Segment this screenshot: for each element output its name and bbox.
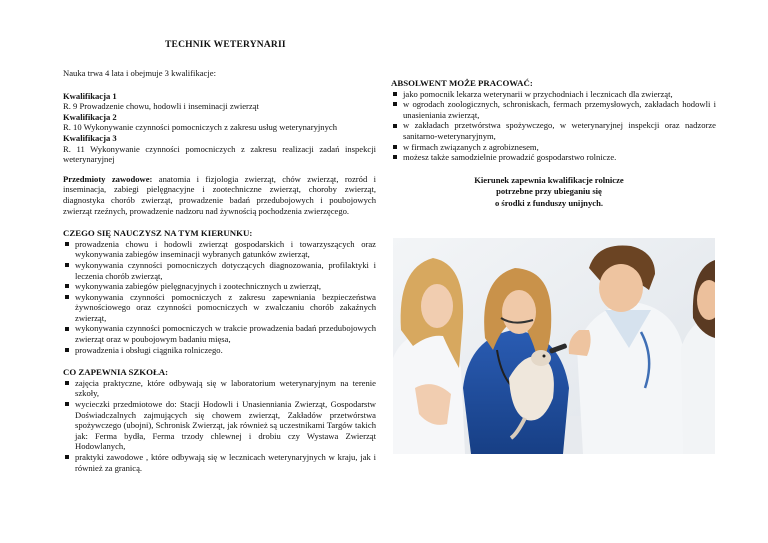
list-item: wykonywania czynności pomocniczych dotyczących diagnozowania, profilaktyki i leczenia chorób zwierząt, <box>63 260 376 281</box>
list-item: jako pomocnik lekarza weterynarii w przychodniach i lecznicach dla zwierząt, <box>391 89 716 100</box>
qualification-1-label: Kwalifikacja 1 <box>63 90 117 101</box>
list-item: w ogrodach zoologicznych, schroniskach, fermach przemysłowych, zakładach hodowli i unasieniania zwierząt, <box>391 99 716 120</box>
list-item: wykonywania czynności pomocniczych z zakresu zapewniania bezpieczeństwa żywnościowego oraz czynności pomocniczych w zwalczaniu chorób zakaźnych zwierząt, <box>63 292 376 324</box>
school-heading: CO ZAPEWNIA SZKOŁA: <box>63 367 169 378</box>
learn-list <box>63 239 376 356</box>
right-column <box>391 78 716 163</box>
learn-heading: CZEGO SIĘ NAUCZYSZ NA TYM KIERUNKU: <box>63 228 253 239</box>
graduate-heading: ABSOLWENT MOŻE PRACOWAĆ: <box>391 78 533 88</box>
list-item: prowadzenia i obsługi ciągnika rolniczego. <box>63 345 376 356</box>
note-line-2: potrzebne przy ubieganiu się <box>496 186 602 197</box>
graduate-list <box>391 89 716 163</box>
qualifications-block <box>63 91 376 165</box>
qualification-2-text: R. 10 Wykonywanie czynności pomocniczych z zakresu usług weterynaryjnych <box>63 122 338 133</box>
subjects-label: Przedmioty zawodowe: <box>63 173 153 184</box>
note-line-3: o środki z funduszy unijnych. <box>494 197 603 208</box>
eu-funds-note <box>449 175 649 209</box>
list-item: wykonywania czynności pomocniczych w trakcie prowadzenia badań przedubojowych zwierząt oraz w poubojowym badaniu mięsa, <box>63 323 376 344</box>
learn-section <box>63 228 376 355</box>
veterinary-students-photo <box>393 238 715 454</box>
subjects-paragraph <box>63 174 376 216</box>
qualification-2-label: Kwalifikacja 2 <box>63 111 117 122</box>
list-item: zajęcia praktyczne, które odbywają się w laboratorium weterynaryjnym na terenie szkoły, <box>63 378 376 399</box>
school-list <box>63 378 376 473</box>
list-item: możesz także samodzielnie prowadzić gospodarstwo rolnicze. <box>391 152 716 163</box>
intro-text: Nauka trwa 4 lata i obejmuje 3 kwalifikacje: <box>63 68 216 78</box>
photo-illustration <box>393 238 715 454</box>
subjects-text: anatomia i fizjologia zwierząt, chów zwierząt, rozród i inseminacja, zabiegi pielęgnacyjne i zootechniczne zwierząt, choroby zwierząt, diagnostyka chorób zwierząt, prowadzenie badań przedubojowych i poubojowych zwierząt rzeźnych, prowadzenie nadzoru nad żywnością pochodzenia zwierzęcego. <box>63 173 376 216</box>
qualification-1-text: R. 9 Prowadzenie chowu, hodowli i inseminacji zwierząt <box>63 101 259 112</box>
qualification-3-label: Kwalifikacja 3 <box>63 132 117 143</box>
left-column <box>63 68 376 473</box>
list-item: praktyki zawodowe , które odbywają się w lecznicach weterynaryjnych w kraju, jak i również za granicą. <box>63 452 376 473</box>
list-item: wycieczki przedmiotowe do: Stacji Hodowli i Unasienniania Zwierząt, Gospodarstw Doświadczalnych zajmujących się chowem zwierząt, Zakładów przetwórstwa spożywczego (ubojni), Schronisk Zwierząt, jak również są uczestnikami Targów takich jak: Ferma bydła, Ferma trzody chlewnej i drobiu czy Wystawa Zwierząt Hodowlanych, <box>63 399 376 452</box>
list-item: prowadzenia chowu i hodowli zwierząt gospodarskich i towarzyszących oraz wykonywania zabiegów inseminacji wybranych gatunków zwierząt, <box>63 239 376 260</box>
list-item: w firmach związanych z agrobiznesem, <box>391 142 716 153</box>
school-section <box>63 367 376 473</box>
document-title: TECHNIK WETERYNARII <box>165 40 286 50</box>
list-item: wykonywania zabiegów pielęgnacyjnych i zootechnicznych u zwierząt, <box>63 281 376 292</box>
note-line-1: Kierunek zapewnia kwalifikacje rolnicze <box>474 175 624 185</box>
qualification-3-text: R. 11 Wykonywanie czynności pomocniczych z zakresu realizacji zadań inspekcji weterynaryjnej <box>63 143 376 165</box>
list-item: w zakładach przetwórstwa spożywczego, w weterynaryjnej inspekcji oraz nadzorze sanitarno-weterynaryjnym, <box>391 120 716 141</box>
